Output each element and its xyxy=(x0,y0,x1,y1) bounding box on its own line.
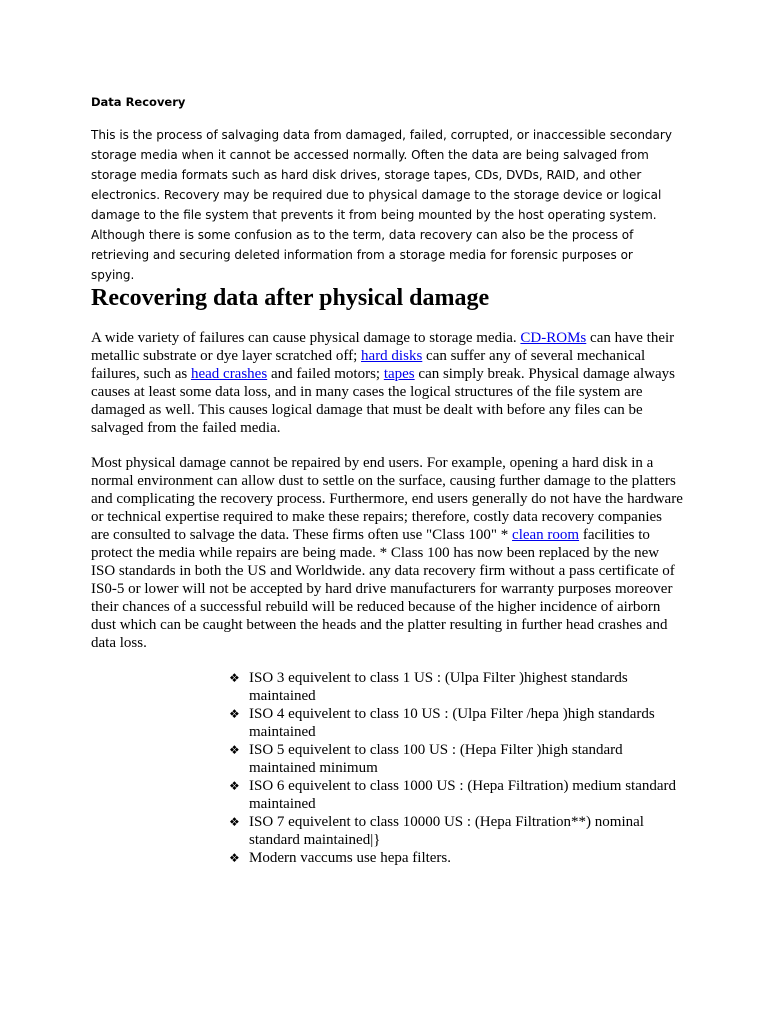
intro-paragraph: This is the process of salvaging data from damaged, failed, corrupted, or inaccessible secondary storage media when it cannot be accessed normally. Often the data are being salvaged from storage media formats such as hard disk drives, storage tapes, CDs, DVDs, RAID, and other electronics. Recovery may be required due to physical damage to the storage device or logical damage to the file system that prevents it from being mounted by the host operating system. Although there is some confusion as to the term, data recovery can also be the process of retrieving and securing deleted information from a storage media for forensic purposes or spying. xyxy=(91,128,672,282)
list-item-text: ISO 3 equivelent to class 1 US : (Ulpa Filter )highest standards maintained xyxy=(249,670,628,704)
list-item-text: Modern vaccums use hepa filters. xyxy=(249,850,452,866)
list-item-text: ISO 5 equivelent to class 100 US : (Hepa Filter )high standard maintained minimum xyxy=(249,742,623,776)
link-head-crashes[interactable]: head crashes xyxy=(190,366,268,382)
list-item xyxy=(229,777,681,813)
paragraph-text: can simply break. Physical damage always causes at least some data loss, and in many cases the logical structures of the file system are damaged as well. This causes logical damage that must be dealt with before any files can be salvaged from the failed media. xyxy=(91,366,675,436)
section-heading: Recovering data after physical damage xyxy=(91,285,490,311)
diamond-bullet-icon: ❖ xyxy=(229,671,240,685)
list-item-text: ISO 7 equivelent to class 10000 US : (Hepa Filtration**) nominal standard maintained|} xyxy=(249,814,644,848)
iso-standards-list xyxy=(229,669,681,867)
diamond-bullet-icon: ❖ xyxy=(229,815,240,829)
paragraph-text: can have their metallic substrate or dye layer scratched off; xyxy=(91,330,675,364)
paragraph-text: Most physical damage cannot be repaired by end users. For example, opening a hard disk in a normal environment can allow dust to settle on the surface, causing further damage to the platters and complicating the recovery process. Furthermore, end users generally do not have the hardware or technical expertise required to make these repairs; therefore, costly data recovery companies are consulted to salvage the data. These firms often use "Class 100" * xyxy=(91,455,683,543)
link-hard-disks[interactable]: hard disks xyxy=(361,348,423,364)
list-item xyxy=(229,813,681,849)
paragraph-text: A wide variety of failures can cause physical damage to storage media. xyxy=(91,330,521,346)
paragraph-text: facilities to protect the media while repairs are being made. * Class 100 has now been replaced by the new ISO standards in both the US and Worldwide. any data recovery firm without a pass certificate of IS0-5 or lower will not be accepted by hard drive manufacturers for warranty purposes moreover their chances of a successful rebuild will be reduced because of the higher incidence of airborn dust which can be caught between the heads and the platter resulting in further head crashes and data loss. xyxy=(91,527,675,651)
diamond-bullet-icon: ❖ xyxy=(229,779,240,793)
link-clean-room[interactable]: clean room xyxy=(512,527,580,543)
paragraph-text: can suffer any of several mechanical failures, such as xyxy=(91,348,646,382)
link-cd-roms[interactable]: CD-ROMs xyxy=(520,330,587,346)
diamond-bullet-icon: ❖ xyxy=(229,707,240,721)
document-small-title: Data Recovery xyxy=(91,95,186,109)
diamond-bullet-icon: ❖ xyxy=(229,743,240,757)
paragraph-repairs xyxy=(91,454,683,652)
link-tapes[interactable]: tapes xyxy=(383,366,415,382)
list-item-text: ISO 6 equivelent to class 1000 US : (Hepa Filtration) medium standard maintained xyxy=(249,778,677,812)
list-item xyxy=(229,669,681,705)
list-item-text: ISO 4 equivelent to class 10 US : (Ulpa Filter /hepa )high standards maintained xyxy=(249,706,655,740)
list-item xyxy=(229,741,681,777)
paragraph-text: and failed motors; xyxy=(267,366,384,382)
list-item xyxy=(229,705,681,741)
diamond-bullet-icon: ❖ xyxy=(229,851,240,865)
paragraph-physical-damage xyxy=(91,329,683,437)
list-item xyxy=(229,849,681,867)
